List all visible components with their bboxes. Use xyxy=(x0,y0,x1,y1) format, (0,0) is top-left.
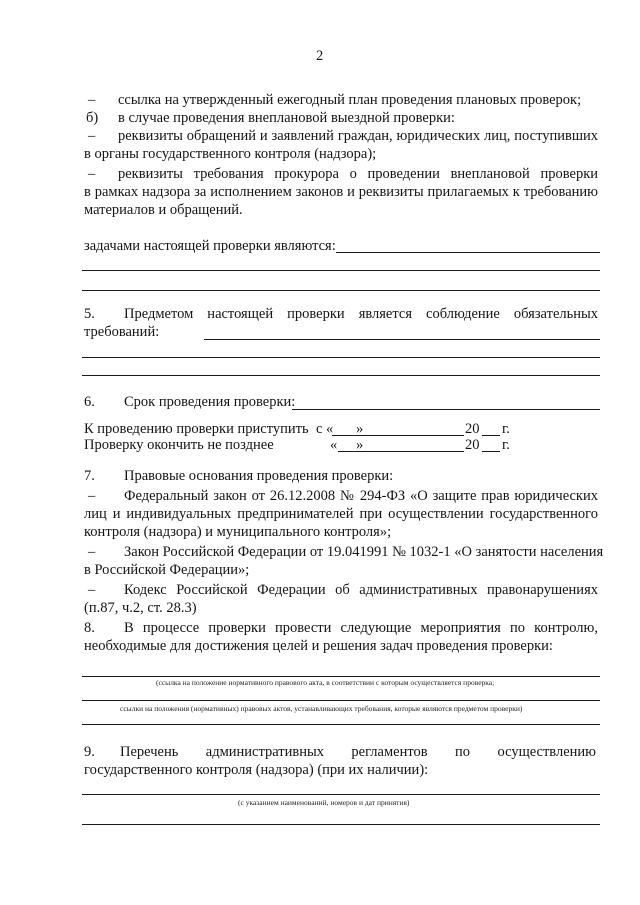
end-month-line xyxy=(366,451,464,452)
end-open: « xyxy=(330,437,338,453)
section8-text-continued: необходимые для достижения целей и решения задач проведения проверки: xyxy=(84,638,553,654)
section6-title: Срок проведения проверки: xyxy=(124,394,296,410)
law-item: Федеральный закон от 26.12.2008 № 294-ФЗ «О защите прав юридических xyxy=(124,488,598,504)
list-item: реквизиты требования прокурора о проведении внеплановой проверки xyxy=(118,166,598,182)
section-number: 6. xyxy=(84,394,95,410)
law-item-continued: контроля (надзора) и муниципального контроля»; xyxy=(84,524,392,540)
start-label: К проведению проверки приступить xyxy=(84,421,309,437)
year-suffix: г. xyxy=(502,437,510,453)
start-from: с « xyxy=(316,421,334,437)
list-item-continued: в рамках надзора за исполнением законов и реквизиты прилагаемых к требованию xyxy=(84,184,598,200)
caption-regulations: (с указанием наименований, номеров и дат принятия) xyxy=(238,798,410,807)
dash-marker: – xyxy=(88,128,96,144)
dash-marker: – xyxy=(88,488,96,504)
quote-close: » xyxy=(356,421,364,437)
section5-text-continued: требований: xyxy=(84,324,160,340)
dash-marker: – xyxy=(88,544,96,560)
tasks-label: задачами настоящей проверки являются: xyxy=(84,238,336,254)
section-number: 7. xyxy=(84,468,95,484)
section-number: 8. xyxy=(84,620,95,636)
fill-line xyxy=(82,794,600,795)
start-month-line xyxy=(366,435,464,436)
section-number: 9. xyxy=(84,744,95,760)
list-item: реквизиты обращений и заявлений граждан, юридических лиц, поступивших xyxy=(118,128,598,144)
caption-requirements: ссылки на положения (нормативных) правовых актов, устанавливающих требования, которые являются предметом проверки) xyxy=(120,704,523,713)
year-suffix: г. xyxy=(502,421,510,437)
list-item: ссылка на утвержденный ежегодный план проведения плановых проверок; xyxy=(118,92,582,108)
quote-close: » xyxy=(356,437,364,453)
end-label: Проверку окончить не позднее xyxy=(84,437,274,453)
dash-marker: – xyxy=(88,166,96,182)
law-item-continued: в Российской Федерации»; xyxy=(84,562,250,578)
section7-title: Правовые основания проведения проверки: xyxy=(124,468,394,484)
law-item-continued: лиц и индивидуальных предпринимателей при осуществлении государственного xyxy=(84,506,598,522)
list-item-continued: материалов и обращений. xyxy=(84,202,243,218)
fill-line xyxy=(82,270,600,271)
end-year-line xyxy=(482,451,500,452)
section9-text: Перечень административных регламентов по осуществлению xyxy=(120,744,596,760)
fill-line xyxy=(82,290,600,291)
section5-text: Предметом настоящей проверки является соблюдение обязательных xyxy=(124,306,598,322)
dash-marker: – xyxy=(88,92,96,108)
caption-legal-act: (ссылка на положение нормативного правового акта, в соответствии с которым осуществляется проверка; xyxy=(156,678,495,687)
fill-line xyxy=(82,724,600,725)
section-number: 5. xyxy=(84,306,95,322)
section9-text-continued: государственного контроля (надзора) (при их наличии): xyxy=(84,762,429,778)
law-item-continued: (п.87, ч.2, ст. 28.3) xyxy=(84,600,197,616)
term-fill-line xyxy=(292,409,600,410)
fill-line xyxy=(82,824,600,825)
page-number: 2 xyxy=(316,48,324,64)
fill-line xyxy=(82,676,600,677)
list-marker: б) xyxy=(86,110,99,126)
fill-line xyxy=(82,375,600,376)
fill-line xyxy=(82,700,600,701)
section8-text: В процессе проверки провести следующие мероприятия по контролю, xyxy=(124,620,598,636)
tasks-fill-line xyxy=(336,252,600,253)
year-prefix: 20 xyxy=(465,421,480,437)
dash-marker: – xyxy=(88,582,96,598)
year-prefix: 20 xyxy=(465,437,480,453)
subject-fill-line xyxy=(204,339,600,340)
start-year-line xyxy=(482,435,500,436)
law-item: Закон Российской Федерации от 19.041991 № 1032-1 «О занятости населения xyxy=(124,544,604,560)
list-item: в случае проведения внеплановой выездной проверки: xyxy=(118,110,455,126)
fill-line xyxy=(82,357,600,358)
law-item: Кодекс Российской Федерации об административных правонарушениях xyxy=(124,582,598,598)
list-item-continued: в органы государственного контроля (надзора); xyxy=(84,146,377,162)
